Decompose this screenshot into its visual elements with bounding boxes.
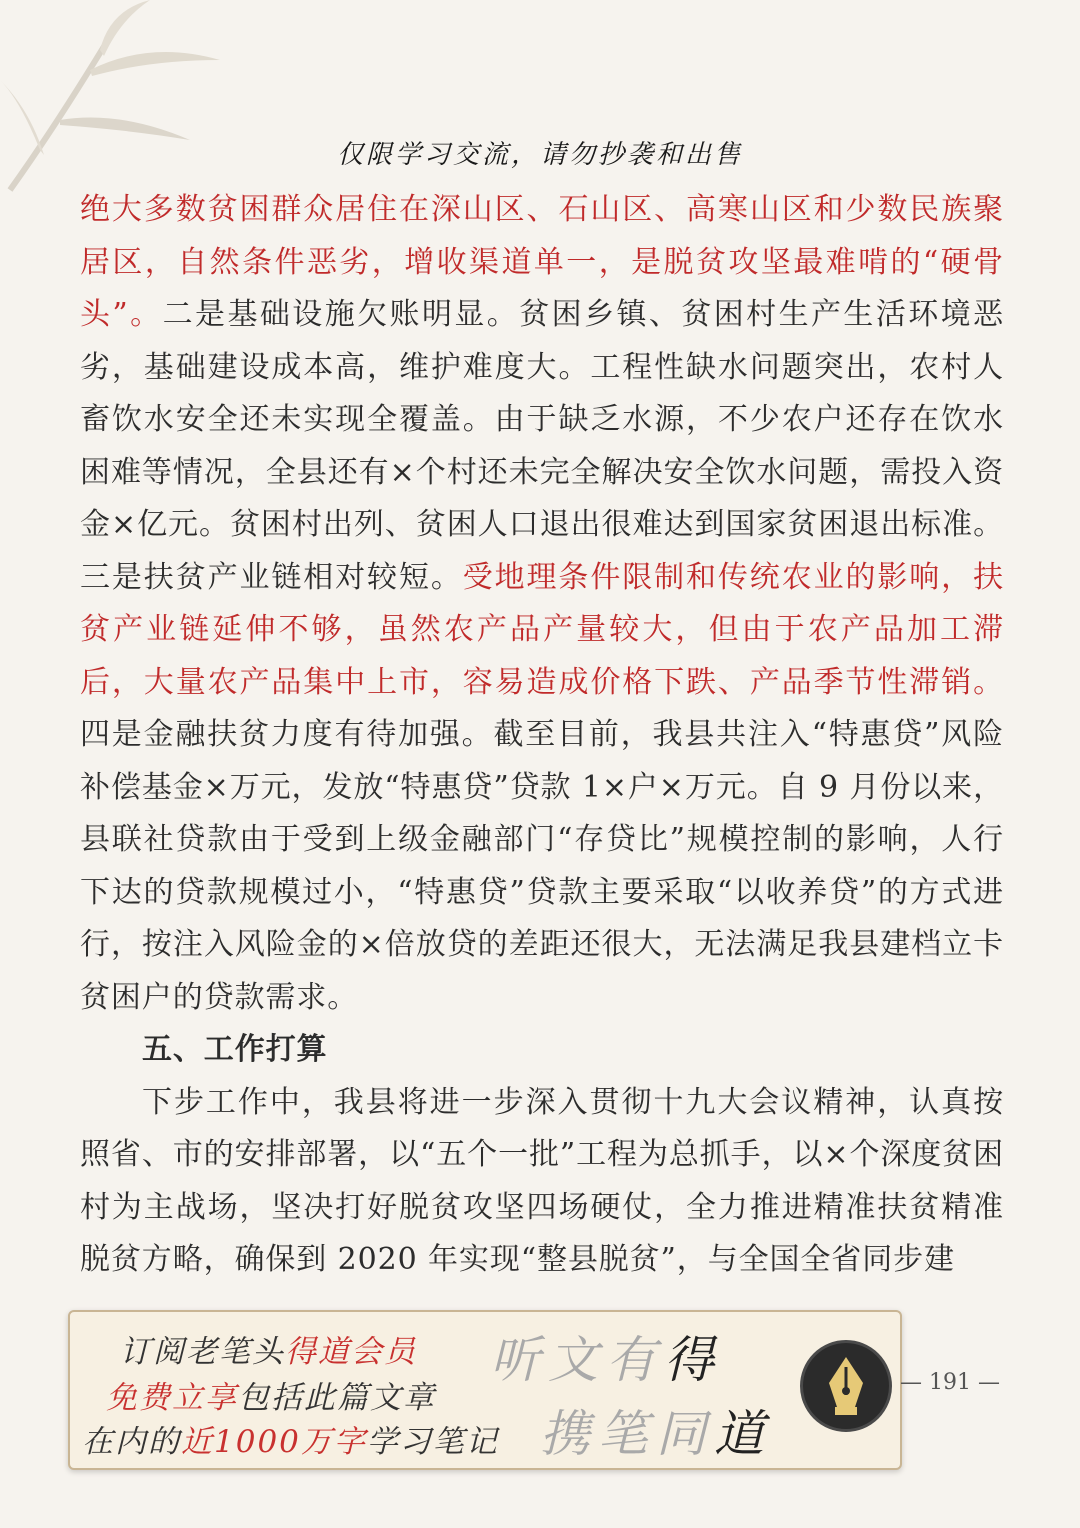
subscription-banner[interactable] — [68, 1310, 902, 1470]
paragraph-continued — [80, 184, 1004, 1024]
article-body — [80, 184, 1004, 1287]
banner-motto-2: 携笔同道 — [540, 1405, 772, 1463]
section-heading: 五、工作打算 — [142, 1032, 328, 1067]
paragraph-text: 二是基础设施欠账明显。贫困乡镇、贫困村生产生活环境恶劣，基础建设成本高，维护难度大。工程性缺水问题突出，农村人畜饮水安全还未实现全覆盖。由于缺乏水源，不少农户还存在饮水困难等情况，全县还有×个村还未完全解决安全饮水问题，需投入资金×亿元。贫困村出列、贫困人口退出很难达到国家贫困退出标准。三是扶贫产业链相对较短。 — [80, 297, 1004, 595]
banner-line-2: 免费立享包括此篇文章 — [106, 1380, 436, 1416]
banner-line-3: 在内的近1000万字学习笔记 — [82, 1424, 499, 1460]
highlighted-text: 绝大多数贫困群众居住在深山区、石山区、高寒山区和少数民族聚居区，自然条件恶劣，增收渠道单一，是脱贫攻坚最难啃的“硬骨头”。 — [80, 192, 1004, 332]
banner-line-1: 订阅老笔头得道会员 — [120, 1334, 417, 1370]
page-header: 仅限学习交流，请勿抄袭和出售 — [336, 140, 743, 170]
pen-nib-logo-icon — [800, 1340, 892, 1432]
paragraph-text: 四是金融扶贫力度有待加强。截至目前，我县共注入“特惠贷”风险补偿基金×万元，发放“特惠贷”贷款 1×户×万元。自 9 月份以来，县联社贷款由于受到上级金融部门“存贷比”规模控制的影响，人行下达的贷款规模过小，“特惠贷”贷款主要采取“以收养贷”的方式进行，按注入风险金的×倍放贷的差距还很大，无法满足我县建档立卡贫困户的贷款需求。 — [80, 717, 1004, 1015]
paragraph-text: 下步工作中，我县将进一步深入贯彻十九大会议精神，认真按照省、市的安排部署，以“五个一批”工程为总抓手，以×个深度贫困村为主战场，坚决打好脱贫攻坚四场硬仗，全力推进精准扶贫精准脱贫方略，确保到 2020 年实现“整县脱贫”，与全国全省同步建 — [80, 1084, 1004, 1277]
page-number: — 191 — — [900, 1370, 1000, 1395]
highlighted-text: 受地理条件限制和传统农业的影响，扶贫产业链延伸不够，虽然农产品产量较大，但由于农产品加工滞后，大量农产品集中上市，容易造成价格下跌、产品季节性滞销。 — [80, 559, 1004, 700]
banner-motto-1: 听文有得 — [490, 1331, 722, 1389]
